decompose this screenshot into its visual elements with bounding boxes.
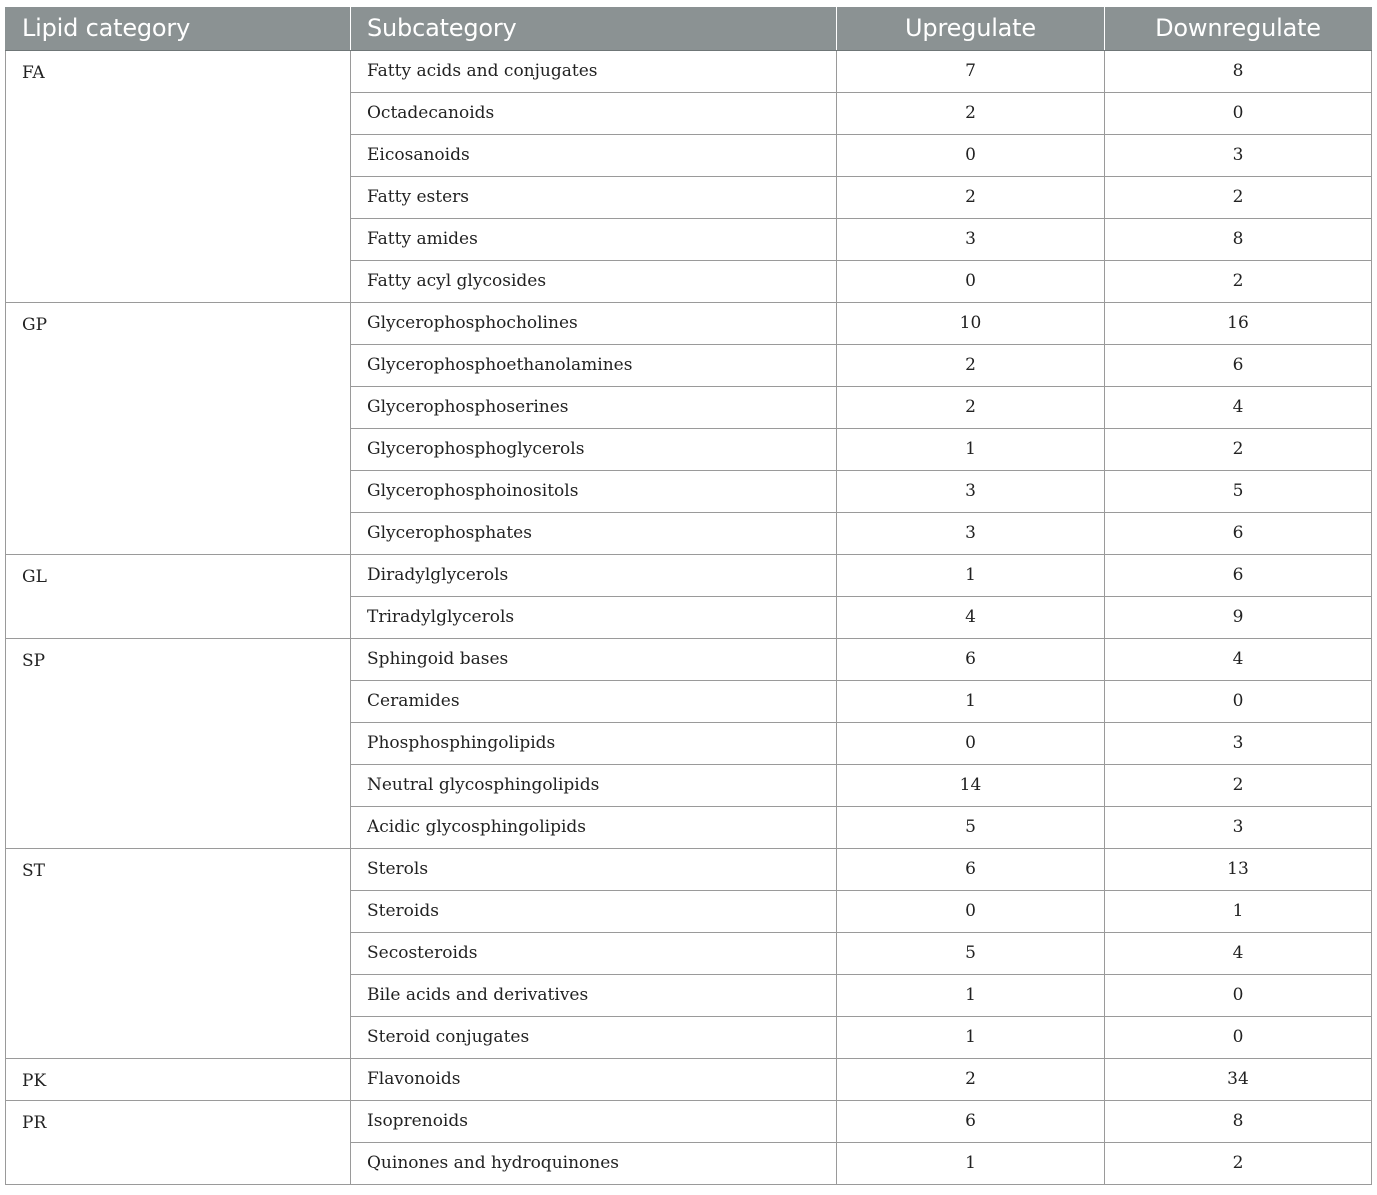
subcategory-cell: Bile acids and derivatives [351, 974, 837, 1016]
subcategory-cell: Neutral glycosphingolipids [351, 764, 837, 806]
subcategory-cell: Glycerophosphates [351, 512, 837, 554]
upregulate-cell: 1 [837, 1142, 1105, 1184]
table-row [6, 638, 1372, 680]
lipid-category-cell: GL [6, 554, 351, 638]
subcategory-cell: Acidic glycosphingolipids [351, 806, 837, 848]
lipid-category-cell: FA [6, 50, 351, 302]
downregulate-cell: 2 [1105, 428, 1372, 470]
downregulate-cell: 2 [1105, 176, 1372, 218]
header-row [6, 7, 1372, 50]
downregulate-cell: 1 [1105, 890, 1372, 932]
subcategory-cell: Steroid conjugates [351, 1016, 837, 1058]
downregulate-cell: 4 [1105, 932, 1372, 974]
header-lipid-category: Lipid category [6, 7, 351, 50]
subcategory-cell: Secosteroids [351, 932, 837, 974]
upregulate-cell: 3 [837, 218, 1105, 260]
subcategory-cell: Fatty acids and conjugates [351, 50, 837, 92]
downregulate-cell: 0 [1105, 680, 1372, 722]
subcategory-cell: Fatty esters [351, 176, 837, 218]
downregulate-cell: 3 [1105, 806, 1372, 848]
downregulate-cell: 16 [1105, 302, 1372, 344]
subcategory-cell: Flavonoids [351, 1058, 837, 1100]
table-row [6, 302, 1372, 344]
upregulate-cell: 1 [837, 680, 1105, 722]
upregulate-cell: 1 [837, 428, 1105, 470]
downregulate-cell: 5 [1105, 470, 1372, 512]
lipid-category-cell: PK [6, 1058, 351, 1100]
subcategory-cell: Sterols [351, 848, 837, 890]
subcategory-cell: Glycerophosphoserines [351, 386, 837, 428]
subcategory-cell: Fatty acyl glycosides [351, 260, 837, 302]
table-row [6, 50, 1372, 92]
subcategory-cell: Ceramides [351, 680, 837, 722]
upregulate-cell: 4 [837, 596, 1105, 638]
downregulate-cell: 2 [1105, 1142, 1372, 1184]
subcategory-cell: Octadecanoids [351, 92, 837, 134]
subcategory-cell: Eicosanoids [351, 134, 837, 176]
table-header [6, 7, 1372, 50]
upregulate-cell: 1 [837, 974, 1105, 1016]
table-row [6, 554, 1372, 596]
lipid-category-cell: PR [6, 1100, 351, 1184]
upregulate-cell: 6 [837, 638, 1105, 680]
downregulate-cell: 13 [1105, 848, 1372, 890]
downregulate-cell: 9 [1105, 596, 1372, 638]
table-row [6, 1058, 1372, 1100]
downregulate-cell: 8 [1105, 1100, 1372, 1142]
upregulate-cell: 1 [837, 554, 1105, 596]
upregulate-cell: 3 [837, 470, 1105, 512]
header-downregulate: Downregulate [1105, 7, 1372, 50]
upregulate-cell: 2 [837, 92, 1105, 134]
downregulate-cell: 34 [1105, 1058, 1372, 1100]
downregulate-cell: 0 [1105, 92, 1372, 134]
lipid-table [5, 7, 1372, 1185]
upregulate-cell: 6 [837, 848, 1105, 890]
table-row [6, 848, 1372, 890]
upregulate-cell: 1 [837, 1016, 1105, 1058]
header-subcategory: Subcategory [351, 7, 837, 50]
table-body [6, 50, 1372, 1184]
subcategory-cell: Glycerophosphocholines [351, 302, 837, 344]
upregulate-cell: 5 [837, 806, 1105, 848]
upregulate-cell: 0 [837, 134, 1105, 176]
downregulate-cell: 8 [1105, 218, 1372, 260]
table-row [6, 1100, 1372, 1142]
upregulate-cell: 2 [837, 176, 1105, 218]
lipid-table-container [5, 7, 1371, 1185]
downregulate-cell: 4 [1105, 638, 1372, 680]
subcategory-cell: Isoprenoids [351, 1100, 837, 1142]
subcategory-cell: Glycerophosphoinositols [351, 470, 837, 512]
lipid-category-cell: ST [6, 848, 351, 1058]
subcategory-cell: Fatty amides [351, 218, 837, 260]
upregulate-cell: 2 [837, 1058, 1105, 1100]
subcategory-cell: Steroids [351, 890, 837, 932]
downregulate-cell: 2 [1105, 260, 1372, 302]
downregulate-cell: 6 [1105, 554, 1372, 596]
upregulate-cell: 14 [837, 764, 1105, 806]
downregulate-cell: 3 [1105, 722, 1372, 764]
subcategory-cell: Glycerophosphoethanolamines [351, 344, 837, 386]
upregulate-cell: 2 [837, 386, 1105, 428]
downregulate-cell: 0 [1105, 1016, 1372, 1058]
upregulate-cell: 7 [837, 50, 1105, 92]
downregulate-cell: 3 [1105, 134, 1372, 176]
upregulate-cell: 0 [837, 890, 1105, 932]
upregulate-cell: 5 [837, 932, 1105, 974]
downregulate-cell: 2 [1105, 764, 1372, 806]
downregulate-cell: 6 [1105, 344, 1372, 386]
subcategory-cell: Quinones and hydroquinones [351, 1142, 837, 1184]
lipid-category-cell: SP [6, 638, 351, 848]
upregulate-cell: 0 [837, 260, 1105, 302]
subcategory-cell: Phosphosphingolipids [351, 722, 837, 764]
downregulate-cell: 8 [1105, 50, 1372, 92]
upregulate-cell: 6 [837, 1100, 1105, 1142]
header-upregulate: Upregulate [837, 7, 1105, 50]
upregulate-cell: 3 [837, 512, 1105, 554]
upregulate-cell: 10 [837, 302, 1105, 344]
subcategory-cell: Diradylglycerols [351, 554, 837, 596]
subcategory-cell: Sphingoid bases [351, 638, 837, 680]
downregulate-cell: 0 [1105, 974, 1372, 1016]
downregulate-cell: 4 [1105, 386, 1372, 428]
subcategory-cell: Glycerophosphoglycerols [351, 428, 837, 470]
upregulate-cell: 2 [837, 344, 1105, 386]
upregulate-cell: 0 [837, 722, 1105, 764]
downregulate-cell: 6 [1105, 512, 1372, 554]
lipid-category-cell: GP [6, 302, 351, 554]
subcategory-cell: Triradylglycerols [351, 596, 837, 638]
